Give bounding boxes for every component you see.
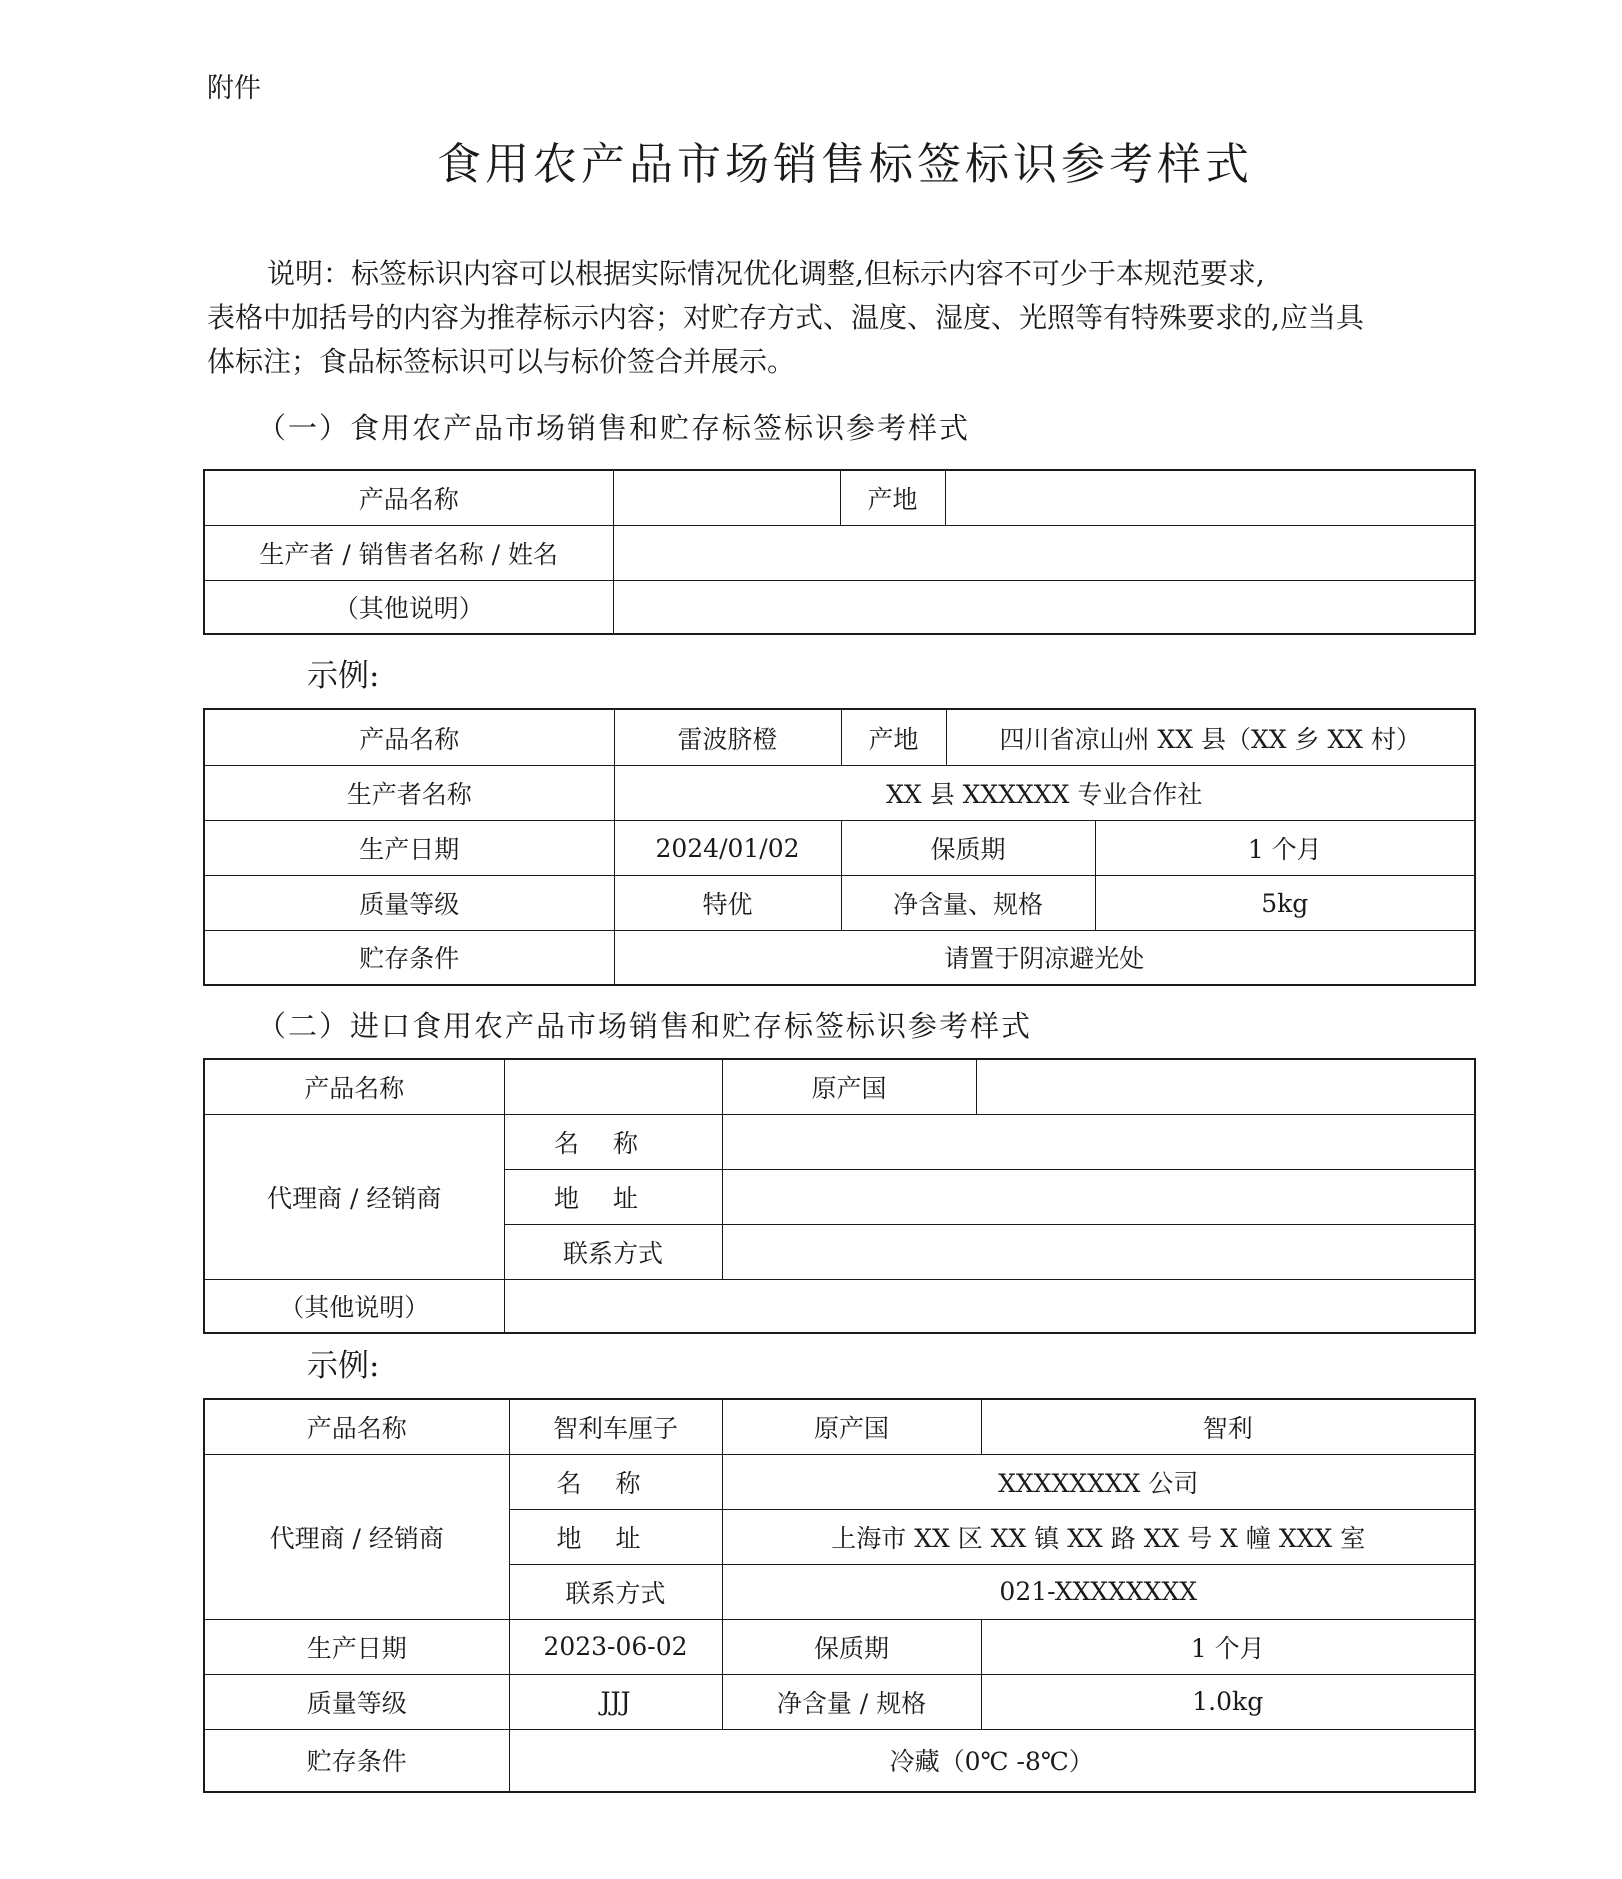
cell-value-empty[interactable] (613, 470, 840, 525)
cell-value: XX 县 XXXXXX 专业合作社 (614, 766, 1475, 821)
section2-example-table (203, 1398, 1476, 1793)
cell-value-empty[interactable] (504, 1059, 722, 1114)
cell-label: （其他说明） (204, 580, 613, 634)
cell-label (509, 1509, 722, 1564)
cell-label: 产品名称 (204, 470, 613, 525)
section2-heading: （二）进口食用农产品市场销售和贮存标签标识参考样式 (257, 1009, 1033, 1043)
cell-value-empty[interactable] (945, 470, 1475, 525)
cell-label: 保质期 (841, 821, 1095, 876)
cell-label: 产品名称 (204, 1059, 504, 1114)
cell-label (504, 1114, 722, 1169)
address-label: 地址 (553, 1183, 672, 1213)
cell-value-empty[interactable] (504, 1279, 1475, 1333)
cell-value-empty[interactable] (613, 580, 1475, 634)
explanation-note (207, 252, 1485, 384)
cell-value: 5kg (1095, 876, 1475, 931)
cell-value: 上海市 XX 区 XX 镇 XX 路 XX 号 X 幢 XXX 室 (722, 1509, 1475, 1564)
section2-template-table (203, 1058, 1476, 1334)
attachment-label: 附件 (207, 73, 261, 104)
name-label: 名称 (556, 1468, 675, 1498)
cell-value: JJJ (509, 1674, 722, 1729)
cell-label: 产品名称 (204, 1399, 509, 1454)
address-label: 地址 (556, 1523, 675, 1553)
cell-label (509, 1454, 722, 1509)
cell-value: 智利 (981, 1399, 1475, 1454)
cell-label: 生产日期 (204, 821, 614, 876)
cell-label: 原产国 (722, 1059, 976, 1114)
cell-value: 冷藏（0℃ -8℃） (509, 1729, 1475, 1792)
cell-value: 2024/01/02 (614, 821, 841, 876)
cell-label: 原产国 (722, 1399, 981, 1454)
cell-label: 产地 (840, 470, 945, 525)
cell-value: 2023-06-02 (509, 1619, 722, 1674)
cell-label: 代理商 / 经销商 (204, 1114, 504, 1279)
cell-value-empty[interactable] (976, 1059, 1475, 1114)
cell-label: 代理商 / 经销商 (204, 1454, 509, 1619)
cell-value-empty[interactable] (722, 1114, 1475, 1169)
section1-heading: （一）食用农产品市场销售和贮存标签标识参考样式 (257, 411, 971, 445)
cell-label: 净含量、规格 (841, 876, 1095, 931)
cell-label: （其他说明） (204, 1279, 504, 1333)
cell-label: 生产者名称 (204, 766, 614, 821)
cell-value: 特优 (614, 876, 841, 931)
cell-value: 智利车厘子 (509, 1399, 722, 1454)
note-line: 表格中加括号的内容为推荐标示内容；对贮存方式、温度、湿度、光照等有特殊要求的,应当具 (207, 301, 1364, 334)
cell-value-empty[interactable] (722, 1169, 1475, 1224)
cell-value: 021-XXXXXXXX (722, 1564, 1475, 1619)
cell-label: 贮存条件 (204, 1729, 509, 1792)
example-label: 示例: (307, 658, 380, 694)
cell-label: 产品名称 (204, 709, 614, 766)
cell-label: 联系方式 (504, 1224, 722, 1279)
section1-template-table (203, 469, 1476, 635)
cell-label (504, 1169, 722, 1224)
name-label: 名称 (553, 1128, 672, 1158)
cell-value-empty[interactable] (722, 1224, 1475, 1279)
example-label: 示例: (307, 1348, 380, 1384)
cell-label: 质量等级 (204, 1674, 509, 1729)
section1-example-table (203, 708, 1476, 986)
cell-value: 雷波脐橙 (614, 709, 841, 766)
cell-label: 生产者 / 销售者名称 / 姓名 (204, 525, 613, 580)
cell-value-empty[interactable] (613, 525, 1475, 580)
cell-label: 产地 (842, 710, 947, 765)
note-line: 说明：标签标识内容可以根据实际情况优化调整,但标示内容不可少于本规范要求, (267, 257, 1265, 290)
cell-value: 四川省凉山州 XX 县（XX 乡 XX 村） (999, 724, 1422, 754)
cell-label: 净含量 / 规格 (722, 1674, 981, 1729)
cell-value: 1.0kg (981, 1674, 1475, 1729)
page-title: 食用农产品市场销售标签标识参考样式 (437, 139, 1253, 190)
cell-label: 联系方式 (509, 1564, 722, 1619)
cell-label: 贮存条件 (204, 931, 614, 985)
cell-value: 1 个月 (981, 1619, 1475, 1674)
cell-label: 生产日期 (204, 1619, 509, 1674)
cell-label: 质量等级 (204, 876, 614, 931)
cell-value: 1 个月 (1095, 821, 1475, 876)
cell-label: 保质期 (722, 1619, 981, 1674)
origin-cell (841, 709, 1475, 766)
cell-value: XXXXXXXX 公司 (722, 1454, 1475, 1509)
cell-value: 请置于阴凉避光处 (614, 931, 1475, 985)
note-line: 体标注；食品标签标识可以与标价签合并展示。 (207, 345, 796, 378)
